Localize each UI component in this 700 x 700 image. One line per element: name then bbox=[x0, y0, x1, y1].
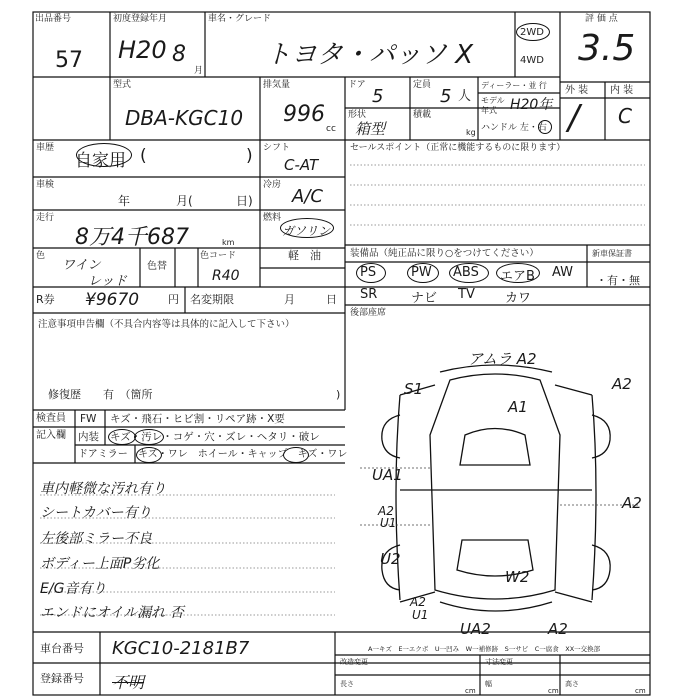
shape-value: 箱型 bbox=[355, 120, 386, 138]
inspector-row-fw-head: FW bbox=[80, 413, 97, 425]
usage-paren-open: ( bbox=[140, 146, 147, 166]
width-label: 幅 bbox=[485, 680, 492, 688]
lot-no-label: 出品番号 bbox=[35, 14, 72, 24]
doors-label: ドア bbox=[348, 80, 366, 90]
interior-label: 内 装 bbox=[610, 85, 634, 96]
damage-mark-rear-bumper: UA2 bbox=[460, 620, 491, 638]
equip-navi: ナビ bbox=[411, 291, 438, 306]
name-change-month: 月 bbox=[284, 293, 295, 306]
mileage-value: 8万4千687 bbox=[75, 225, 189, 250]
interior-scratch-circle bbox=[108, 429, 136, 445]
damage-mark-right-door: A2 bbox=[622, 494, 642, 512]
fuel-circle bbox=[280, 218, 334, 238]
first-reg-label: 初度登録年月 bbox=[113, 14, 168, 24]
fuel-label: 燃料 bbox=[263, 213, 282, 223]
damage-mark-rear-right: A2 bbox=[548, 620, 568, 638]
color-code-label: 色コード bbox=[200, 251, 237, 261]
first-reg-year: H20 bbox=[118, 36, 167, 64]
name-change-label: 名変期限 bbox=[190, 293, 234, 306]
length-label: 長さ bbox=[340, 680, 354, 688]
damage-mark-front-right: A2 bbox=[612, 375, 632, 393]
equip-abs: ABS bbox=[453, 265, 479, 280]
note-line-3: 左後部ミラー不良 bbox=[40, 531, 152, 547]
drive-2wd-circle bbox=[516, 23, 550, 41]
load-label: 積載 bbox=[413, 110, 432, 120]
model-year-label: モデル 年式 bbox=[481, 96, 505, 115]
inspector-row-mirror-text: キズ・ワレ ホイール・キャップ キズ・ワレ bbox=[138, 449, 348, 460]
equip-leather: カワ bbox=[505, 291, 532, 306]
color-name-bottom: レッド bbox=[88, 274, 127, 289]
usage-value: 自家用 bbox=[75, 151, 126, 171]
car-name-label: 車名・グレード bbox=[208, 14, 272, 24]
usage-circle bbox=[76, 143, 132, 167]
inspector-row-interior-text: キズ・汚レ・コゲ・穴・ズレ・ヘタリ・破レ bbox=[110, 431, 320, 443]
damage-mark-hood: A1 bbox=[508, 398, 528, 416]
equip-abs-circle bbox=[449, 263, 489, 283]
inspector-row-fw-text: キズ・飛石・ヒビ割・リペア跡・X要 bbox=[110, 413, 285, 425]
dealer-label: ディーラー・並 行 bbox=[481, 81, 547, 90]
sales-point-label: セールスポイント（正常に機能するものに限ります） bbox=[350, 143, 566, 153]
equip-aw: AW bbox=[552, 265, 574, 280]
mirror-scratch-circle bbox=[136, 447, 162, 463]
equipment-label: 装備品（純正品に限り○をつけてください） bbox=[350, 248, 539, 259]
km-unit: km bbox=[222, 238, 235, 247]
damage-mark-front: アムラ A2 bbox=[468, 350, 537, 368]
recycle-fee-value: ¥9670 bbox=[85, 290, 140, 310]
color-change-label: 色替 bbox=[147, 261, 167, 272]
repair-history-label: 修復歴 有 （箇所 bbox=[48, 388, 153, 401]
notes-label: 注意事項申告欄（不具合内容等は具体的に記入して下さい） bbox=[38, 319, 295, 330]
inspection-year: 年 bbox=[118, 194, 131, 208]
chassis-no-value: KGC10-2181B7 bbox=[112, 638, 250, 659]
car-damage-diagram bbox=[340, 340, 650, 640]
damage-mark-rear-left: A2 bbox=[410, 595, 426, 609]
color-name-top: ワイン bbox=[62, 258, 101, 273]
inspector-row-interior-head: 内装 bbox=[78, 431, 99, 443]
equip-airbag-circle bbox=[496, 263, 540, 283]
exterior-label: 外 装 bbox=[565, 85, 589, 96]
damage-mark-left-rear: U2 bbox=[380, 550, 401, 568]
note-line-6: エンドにオイル漏れ 否 bbox=[40, 605, 184, 621]
inspector-row-mirror-head: ドアミラー bbox=[78, 449, 128, 460]
reg-no-value: 不明 bbox=[112, 673, 145, 692]
handle-label: ハンドル 左・右 bbox=[481, 123, 547, 133]
lot-no-value: 57 bbox=[55, 48, 83, 73]
ac-value: A/C bbox=[292, 186, 323, 207]
shape-label: 形状 bbox=[348, 110, 367, 120]
model-type-label: 型式 bbox=[113, 80, 132, 90]
interior-dirt-circle bbox=[134, 429, 164, 445]
note-line-4: ボディー上面P劣化 bbox=[40, 556, 160, 572]
inspection-label: 車検 bbox=[36, 180, 55, 190]
reg-no-label: 登録番号 bbox=[40, 672, 84, 685]
warranty-options: ・有・無 bbox=[596, 274, 640, 287]
diesel-label: 軽 油 bbox=[288, 249, 321, 262]
repair-history-close: ) bbox=[336, 388, 341, 401]
damage-legend: A一キズ E一エクボ U一凹み W一補修跡 S一サビ C一腐食 XX一交換部 bbox=[368, 645, 601, 653]
chassis-no-label: 車台番号 bbox=[40, 642, 84, 655]
structure-change-label: 改造変更 bbox=[340, 658, 368, 666]
equip-pw: PW bbox=[411, 265, 432, 280]
rating-value: 3.5 bbox=[578, 28, 636, 69]
drive-4wd: 4WD bbox=[520, 55, 544, 66]
inspection-month: 月( bbox=[176, 194, 193, 208]
exterior-grade: / bbox=[568, 98, 580, 138]
height-cm: cm bbox=[635, 687, 646, 695]
yen-unit: 円 bbox=[168, 293, 179, 306]
drive-2wd: 2WD bbox=[520, 27, 544, 38]
capacity-value: 5 bbox=[440, 86, 452, 107]
color-code-value: R40 bbox=[212, 268, 240, 284]
interior-grade: C bbox=[618, 104, 632, 128]
damage-mark-front-left: S1 bbox=[404, 380, 424, 398]
inspector-label-2: 記入欄 bbox=[36, 430, 66, 441]
capacity-unit: 人 bbox=[458, 89, 472, 104]
cc-unit: cc bbox=[326, 124, 336, 134]
equip-tv: TV bbox=[458, 287, 475, 302]
note-line-1: 車内軽微な汚れ有り bbox=[40, 481, 166, 497]
height-label: 高さ bbox=[565, 680, 579, 688]
equip-ps-circle bbox=[356, 263, 386, 283]
dims-change-label: 寸法変更 bbox=[485, 658, 513, 666]
first-reg-month: 8 bbox=[172, 42, 186, 67]
car-roof-outline bbox=[430, 374, 560, 599]
mileage-label: 走行 bbox=[36, 213, 55, 223]
ac-label: 冷房 bbox=[263, 180, 282, 190]
car-windshield bbox=[460, 429, 530, 466]
kg-unit: kg bbox=[466, 128, 476, 137]
equip-pw-circle bbox=[407, 263, 439, 283]
fuel-value: ガソリン bbox=[282, 224, 331, 238]
equip-airbag: エアB bbox=[500, 269, 535, 284]
name-change-day: 日 bbox=[326, 293, 337, 306]
wheel-scratch-circle bbox=[283, 447, 309, 463]
car-right-side bbox=[592, 395, 596, 600]
damage-mark-left-front-door: UA1 bbox=[372, 466, 403, 484]
car-name-value: トヨタ・パッソ X bbox=[265, 40, 474, 70]
r-ticket-label: R券 bbox=[36, 293, 55, 306]
usage-label: 車歴 bbox=[36, 143, 55, 153]
inspector-label: 検査員 bbox=[36, 413, 66, 424]
color-label: 色 bbox=[36, 251, 46, 261]
note-line-5: E/G音有り bbox=[40, 581, 107, 597]
damage-mark-left-rear-door-2: U1 bbox=[380, 516, 397, 530]
displacement-value: 996 bbox=[283, 102, 325, 127]
usage-paren-close: ) bbox=[246, 146, 253, 166]
shift-value: C-AT bbox=[284, 156, 319, 174]
rating-label: 評 価 点 bbox=[585, 14, 618, 24]
capacity-label: 定員 bbox=[413, 80, 432, 90]
length-cm: cm bbox=[465, 687, 476, 695]
model-type-value: DBA-KGC10 bbox=[125, 106, 244, 130]
shift-label: シフト bbox=[263, 143, 291, 153]
width-cm: cm bbox=[548, 687, 559, 695]
doors-value: 5 bbox=[372, 86, 384, 107]
damage-mark-trunk: W2 bbox=[505, 568, 530, 586]
damage-mark-left-rear-door: A2 bbox=[378, 504, 394, 518]
car-rear-bumper bbox=[440, 602, 552, 611]
car-left-side bbox=[396, 395, 400, 600]
model-year-value: H20年 bbox=[510, 97, 553, 113]
new-car-warranty-label: 新車保証書 bbox=[592, 249, 632, 258]
equip-sr: SR bbox=[360, 287, 378, 302]
handle-right-circle bbox=[538, 120, 552, 134]
rear-seat-label: 後部座席 bbox=[350, 308, 387, 318]
note-line-2: シートカバー有り bbox=[40, 505, 152, 521]
equip-ps: PS bbox=[360, 265, 377, 280]
damage-mark-rear-left-2: U1 bbox=[412, 608, 429, 622]
inspection-day: 日) bbox=[236, 194, 253, 208]
displacement-label: 排気量 bbox=[263, 80, 291, 90]
month-unit: 月 bbox=[194, 66, 204, 76]
